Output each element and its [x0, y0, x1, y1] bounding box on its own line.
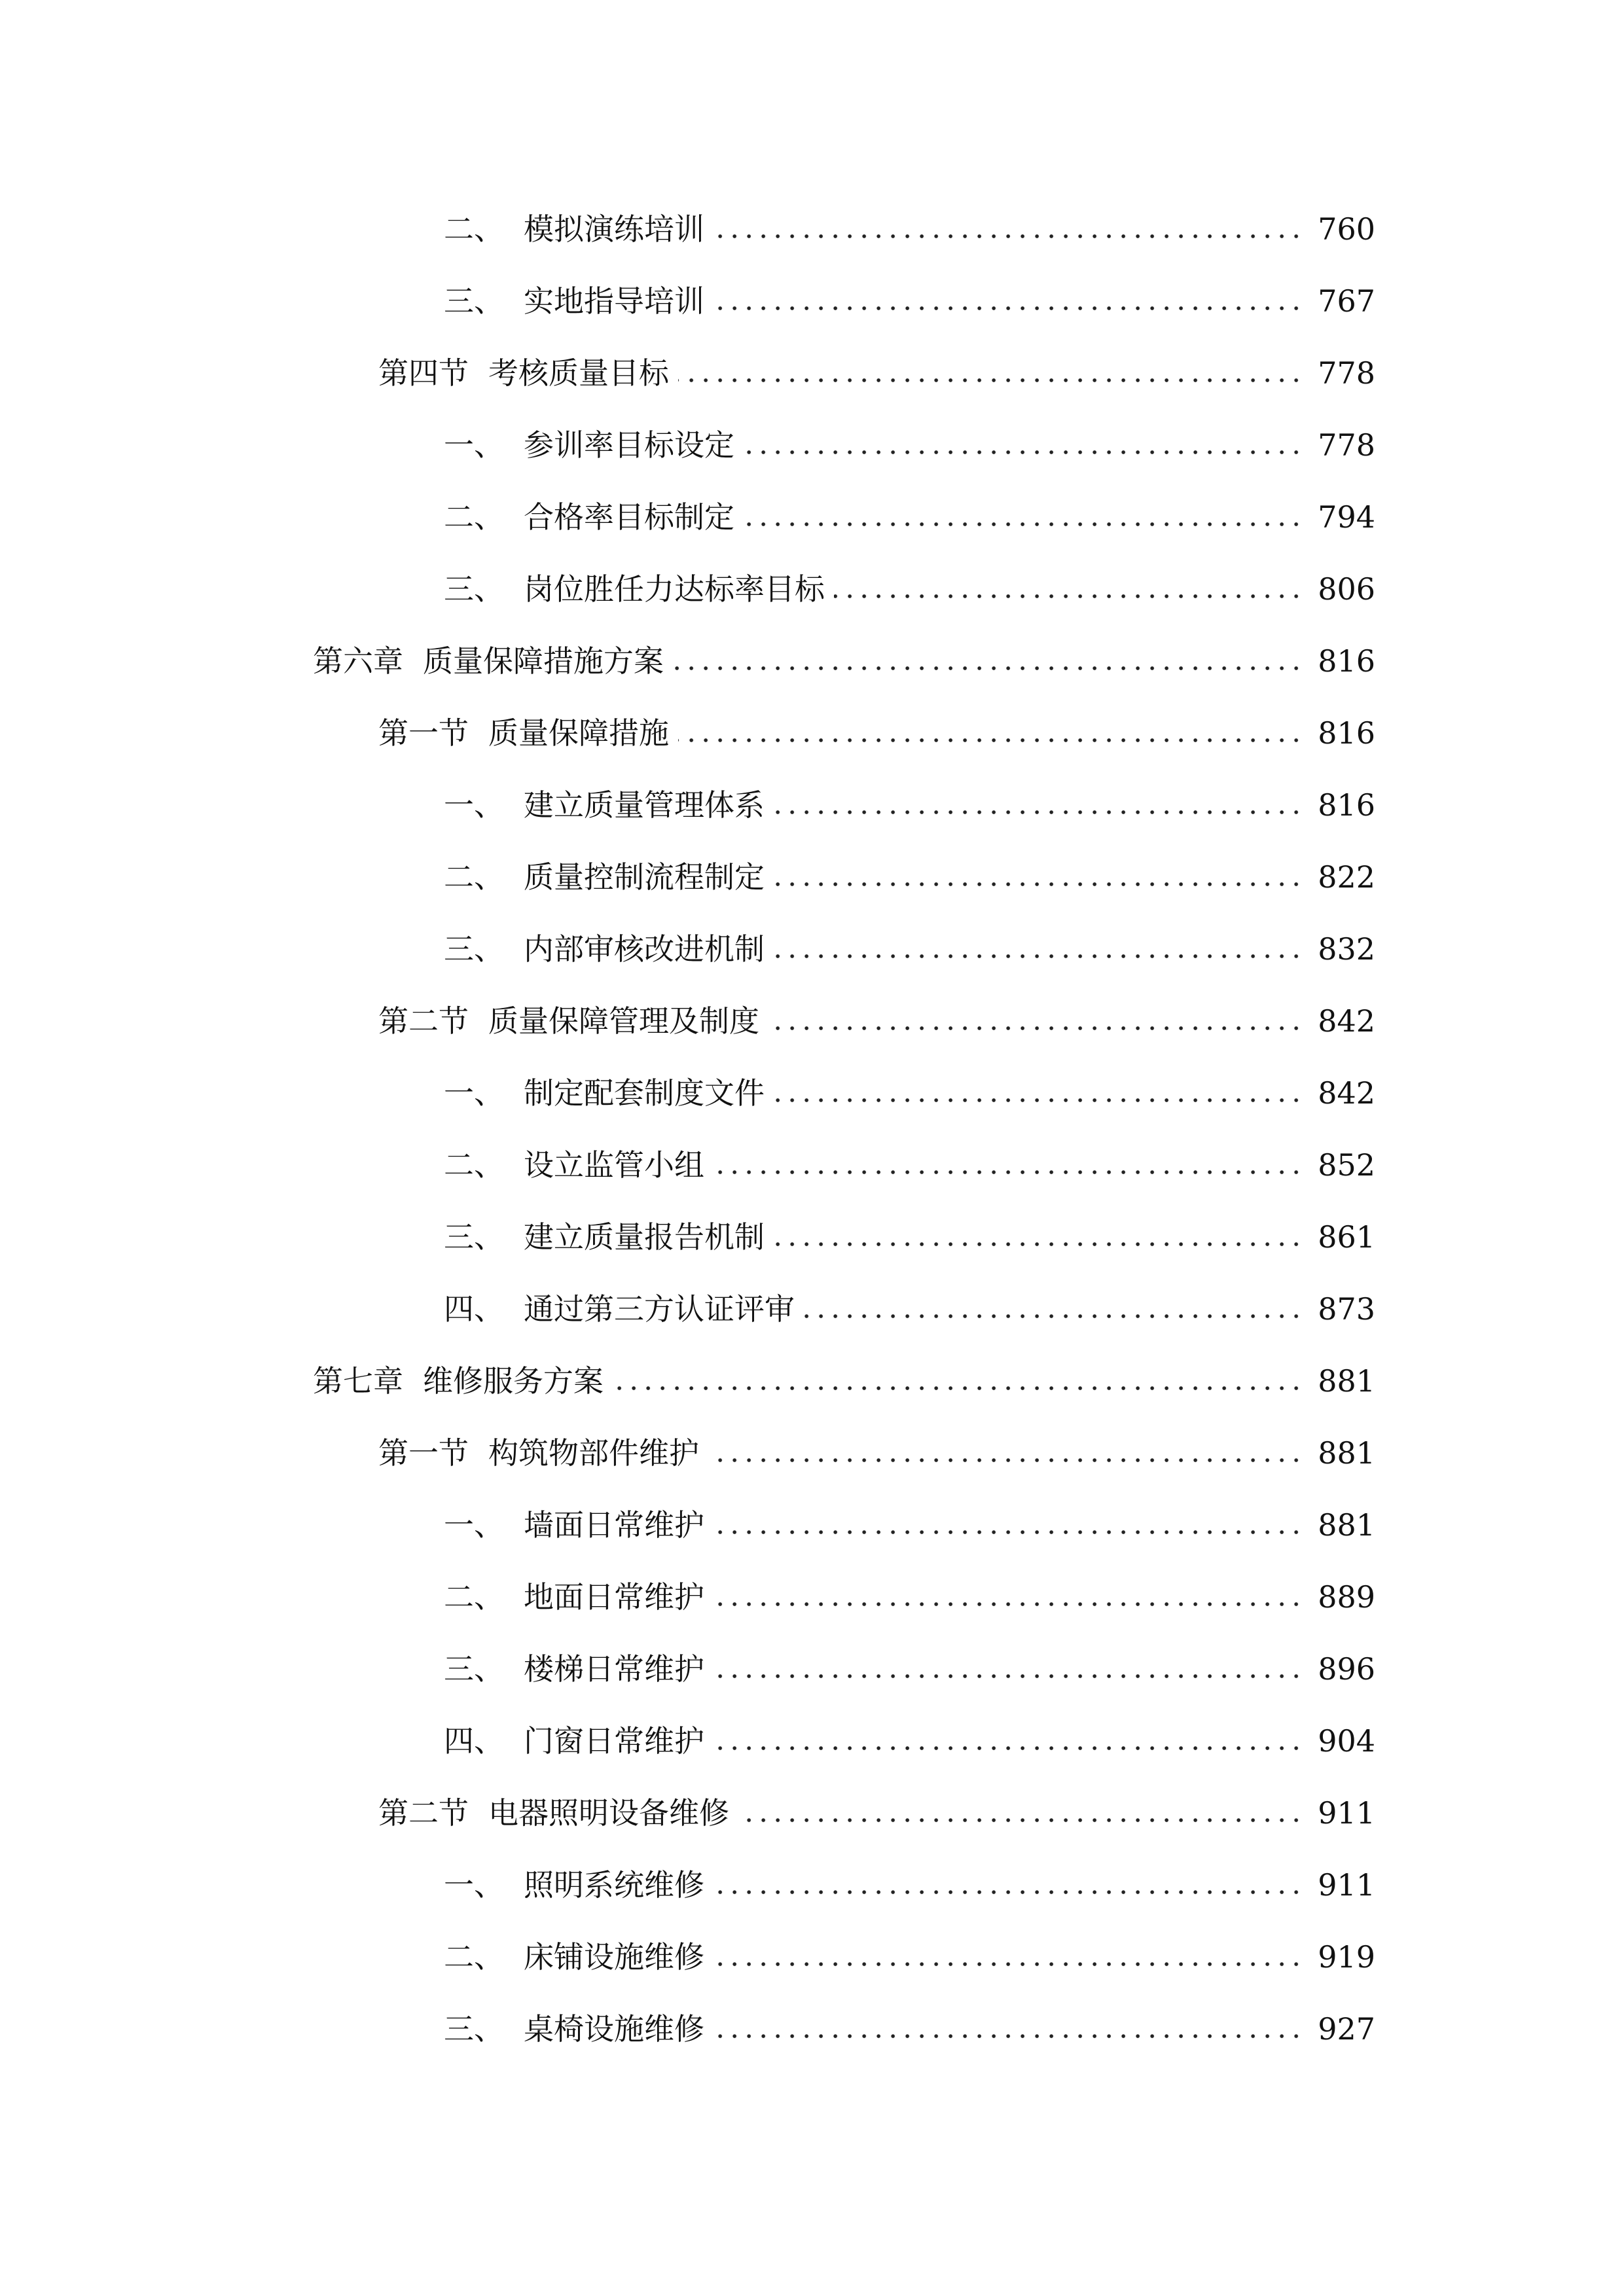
entry-page-number: 832	[1318, 931, 1375, 967]
entry-number: 三、	[444, 931, 504, 967]
entry-page-number: 873	[1318, 1291, 1375, 1327]
entry-number: 三、	[444, 1651, 504, 1687]
entry-title: 制定配套制度文件	[524, 1075, 765, 1111]
entry-title: 构筑物部件维护	[488, 1435, 699, 1471]
entry-title: 维修服务方案	[423, 1363, 604, 1399]
toc-entry[interactable]	[444, 1283, 1375, 1335]
toc-entry[interactable]	[444, 1139, 1375, 1191]
dot-leader	[713, 1746, 1303, 1751]
dot-leader	[713, 234, 1303, 239]
toc-entry[interactable]	[378, 347, 1375, 399]
toc-entry[interactable]	[378, 1427, 1375, 1479]
entry-page-number: 806	[1318, 571, 1375, 607]
entry-title: 墙面日常维护	[524, 1507, 704, 1543]
entry-page-number: 881	[1318, 1435, 1375, 1471]
dot-leader	[713, 1674, 1303, 1679]
toc-entry[interactable]	[444, 1715, 1375, 1767]
entry-title: 通过第三方认证评审	[524, 1291, 795, 1327]
entry-page-number: 842	[1318, 1075, 1375, 1111]
toc-entry[interactable]	[313, 635, 1375, 687]
toc-entry[interactable]	[444, 1211, 1375, 1263]
toc-entry[interactable]	[378, 995, 1375, 1047]
toc-entry[interactable]	[444, 1067, 1375, 1119]
dot-leader	[738, 1818, 1303, 1823]
entry-number: 二、	[444, 859, 504, 895]
toc-entry[interactable]	[313, 1355, 1375, 1407]
dot-leader	[678, 738, 1303, 743]
toc-entry[interactable]	[444, 275, 1375, 327]
entry-page-number: 927	[1318, 2011, 1375, 2047]
toc-entry[interactable]	[444, 779, 1375, 831]
entry-number: 第一节	[378, 715, 469, 751]
entry-title: 内部审核改进机制	[524, 931, 765, 967]
entry-page-number: 919	[1318, 1939, 1375, 1975]
dot-leader	[708, 1458, 1303, 1463]
dot-leader	[804, 1314, 1303, 1319]
entry-title: 地面日常维护	[524, 1579, 704, 1615]
entry-title: 模拟演练培训	[524, 211, 704, 247]
dot-leader	[774, 1098, 1303, 1103]
toc-entry[interactable]	[444, 1499, 1375, 1551]
toc-entry[interactable]	[444, 491, 1375, 543]
dot-leader	[713, 2034, 1303, 2039]
dot-leader	[774, 882, 1303, 887]
entry-number: 一、	[444, 787, 504, 823]
entry-page-number: 778	[1318, 427, 1375, 463]
entry-page-number: 816	[1318, 787, 1375, 823]
dot-leader	[613, 1386, 1303, 1391]
entry-page-number: 852	[1318, 1147, 1375, 1183]
entry-number: 一、	[444, 1867, 504, 1903]
toc-entry[interactable]	[444, 419, 1375, 471]
toc-entry[interactable]	[444, 1571, 1375, 1623]
dot-leader	[774, 1242, 1303, 1247]
entry-title: 建立质量报告机制	[524, 1219, 765, 1255]
entry-title: 门窗日常维护	[524, 1723, 704, 1759]
entry-number: 一、	[444, 1507, 504, 1543]
toc-entry[interactable]	[444, 851, 1375, 903]
dot-leader	[713, 1962, 1303, 1967]
dot-leader	[678, 378, 1303, 383]
entry-page-number: 911	[1318, 1795, 1375, 1831]
entry-number: 第四节	[378, 355, 469, 391]
entry-number: 二、	[444, 1939, 504, 1975]
entry-title: 质量控制流程制定	[524, 859, 765, 895]
entry-title: 参训率目标设定	[524, 427, 734, 463]
entry-title: 照明系统维修	[524, 1867, 704, 1903]
entry-number: 三、	[444, 2011, 504, 2047]
entry-title: 质量保障措施	[488, 715, 669, 751]
entry-number: 四、	[444, 1723, 504, 1759]
entry-page-number: 816	[1318, 715, 1375, 751]
dot-leader	[768, 1026, 1303, 1031]
entry-number: 三、	[444, 1219, 504, 1255]
entry-number: 二、	[444, 1579, 504, 1615]
dot-leader	[713, 1890, 1303, 1895]
dot-leader	[774, 810, 1303, 815]
entry-title: 质量保障管理及制度	[488, 1003, 759, 1039]
entry-page-number: 889	[1318, 1579, 1375, 1615]
entry-page-number: 822	[1318, 859, 1375, 895]
entry-number: 一、	[444, 1075, 504, 1111]
dot-leader	[713, 1602, 1303, 1607]
entry-number: 三、	[444, 571, 504, 607]
entry-page-number: 881	[1318, 1507, 1375, 1543]
entry-title: 床铺设施维修	[524, 1939, 704, 1975]
entry-page-number: 896	[1318, 1651, 1375, 1687]
dot-leader	[744, 522, 1303, 527]
entry-page-number: 881	[1318, 1363, 1375, 1399]
entry-number: 二、	[444, 211, 504, 247]
entry-number: 第一节	[378, 1435, 469, 1471]
dot-leader	[713, 1530, 1303, 1535]
dot-leader	[774, 954, 1303, 959]
entry-title: 电器照明设备维修	[488, 1795, 729, 1831]
toc-entry[interactable]	[444, 1859, 1375, 1911]
entry-title: 设立监管小组	[524, 1147, 704, 1183]
entry-number: 第七章	[313, 1363, 403, 1399]
entry-title: 实地指导培训	[524, 283, 704, 319]
dot-leader	[673, 666, 1303, 671]
entry-page-number: 904	[1318, 1723, 1375, 1759]
toc-entry[interactable]	[444, 2003, 1375, 2055]
entry-page-number: 861	[1318, 1219, 1375, 1255]
entry-number: 二、	[444, 1147, 504, 1183]
entry-title: 质量保障措施方案	[423, 643, 664, 679]
entry-number: 第六章	[313, 643, 403, 679]
entry-page-number: 778	[1318, 355, 1375, 391]
entry-page-number: 911	[1318, 1867, 1375, 1903]
entry-number: 第二节	[378, 1003, 469, 1039]
entry-title: 建立质量管理体系	[524, 787, 765, 823]
entry-page-number: 842	[1318, 1003, 1375, 1039]
entry-number: 一、	[444, 427, 504, 463]
dot-leader	[834, 594, 1303, 599]
toc-entry[interactable]	[444, 1643, 1375, 1695]
entry-number: 四、	[444, 1291, 504, 1327]
dot-leader	[713, 306, 1303, 311]
toc-entry[interactable]	[444, 1931, 1375, 1983]
entry-title: 岗位胜任力达标率目标	[524, 571, 825, 607]
entry-title: 考核质量目标	[488, 355, 669, 391]
entry-page-number: 767	[1318, 283, 1375, 319]
entry-page-number: 794	[1318, 499, 1375, 535]
dot-leader	[744, 450, 1303, 455]
dot-leader	[713, 1170, 1303, 1175]
entry-number: 第二节	[378, 1795, 469, 1831]
entry-page-number: 760	[1318, 211, 1375, 247]
toc-entry[interactable]	[378, 1787, 1375, 1839]
entry-title: 楼梯日常维护	[524, 1651, 704, 1687]
toc-entry[interactable]	[378, 707, 1375, 759]
toc-entry[interactable]	[444, 203, 1375, 255]
entry-number: 三、	[444, 283, 504, 319]
entry-page-number: 816	[1318, 643, 1375, 679]
entry-number: 二、	[444, 499, 504, 535]
toc-entry[interactable]	[444, 563, 1375, 615]
toc-entry[interactable]	[444, 923, 1375, 975]
entry-title: 合格率目标制定	[524, 499, 734, 535]
entry-title: 桌椅设施维修	[524, 2011, 704, 2047]
